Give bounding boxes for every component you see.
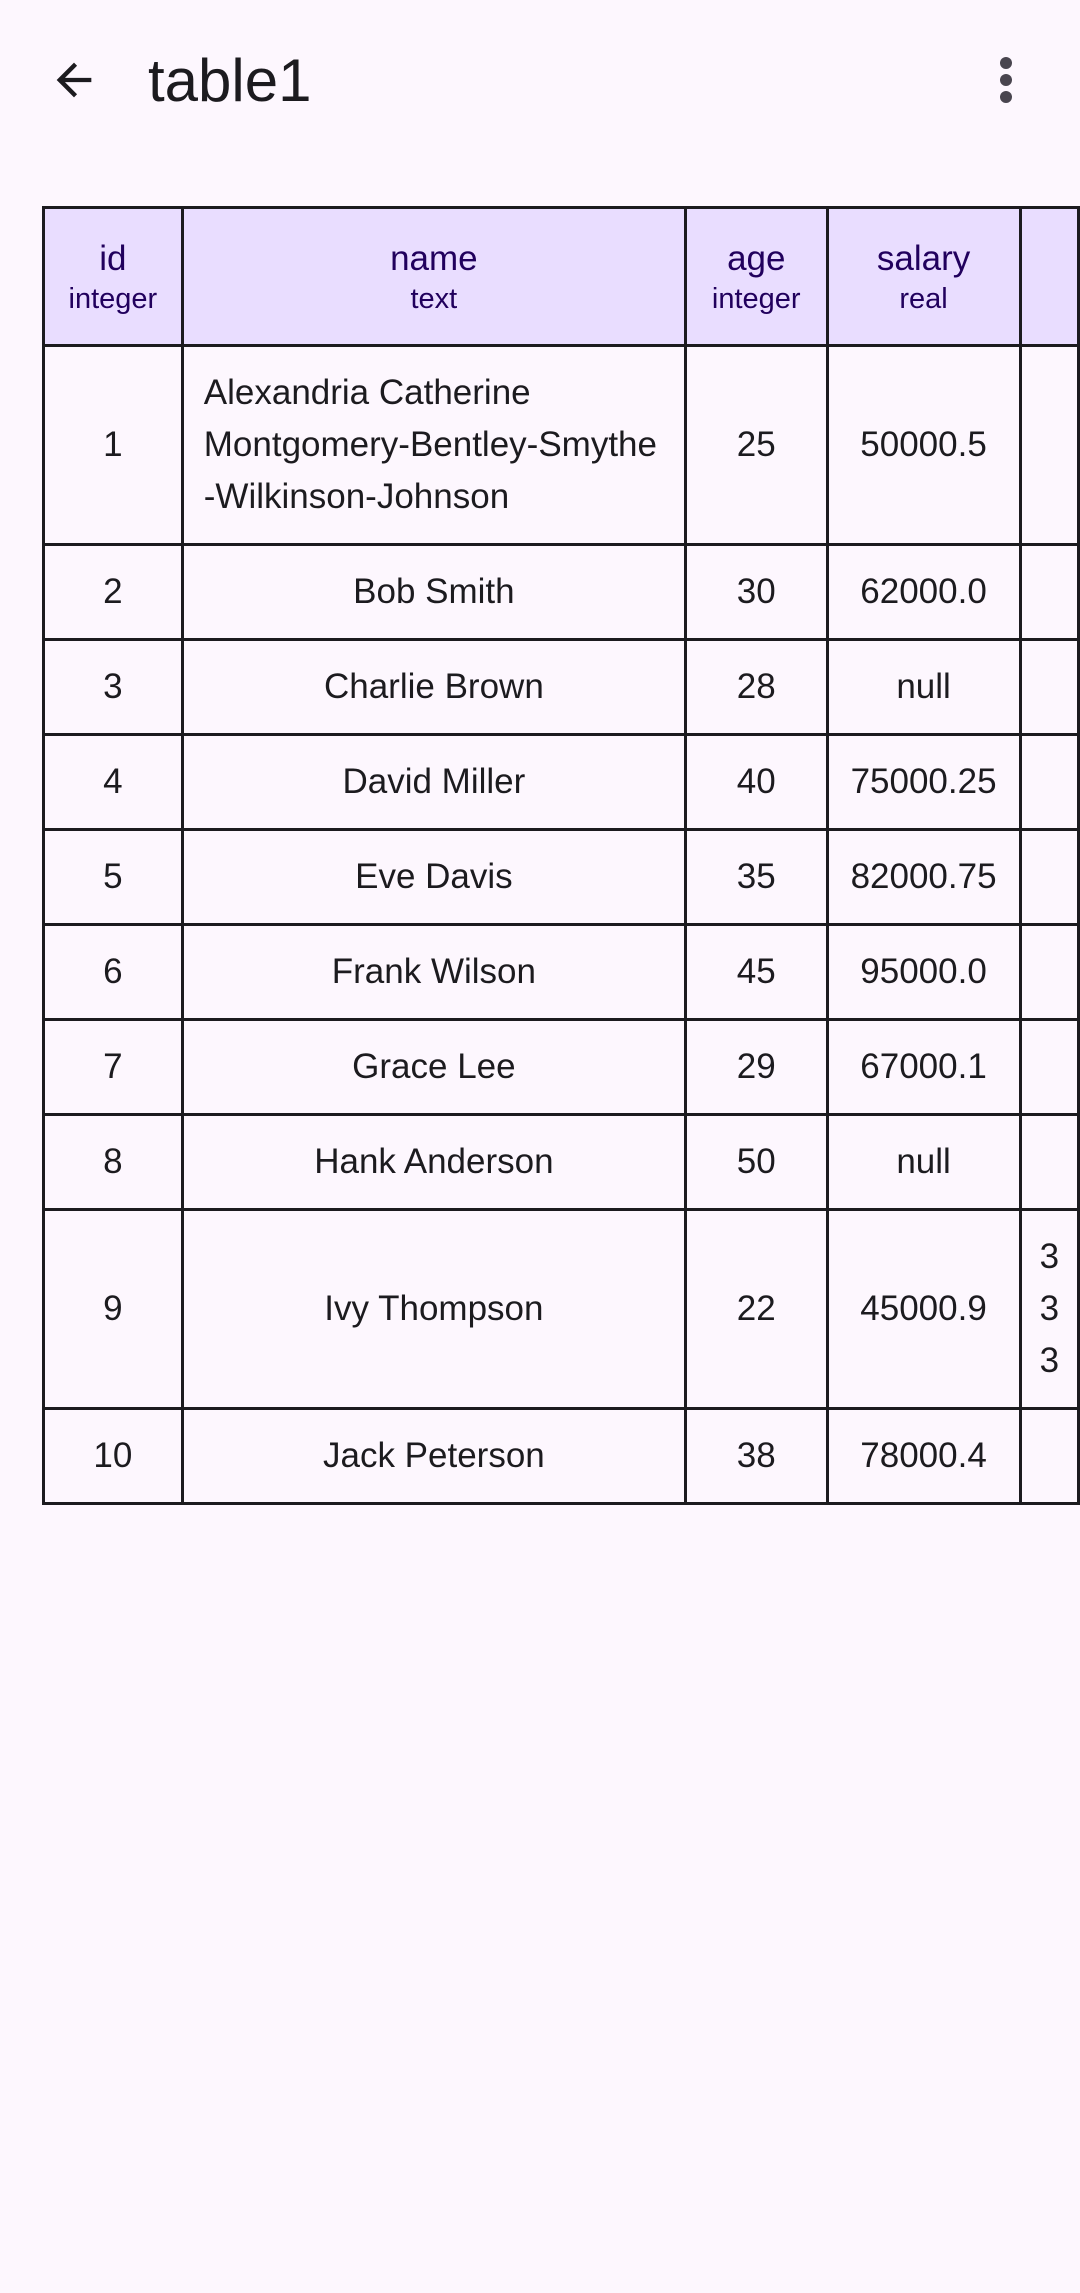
- back-button[interactable]: [36, 44, 112, 120]
- cell-partial[interactable]: [1020, 1210, 1078, 1409]
- cell-id[interactable]: 4: [44, 735, 183, 830]
- cell-id[interactable]: 2: [44, 545, 183, 640]
- column-type: text: [410, 282, 458, 315]
- cell-salary[interactable]: 95000.0: [827, 925, 1020, 1020]
- cell-age[interactable]: 30: [686, 545, 828, 640]
- cell-id[interactable]: 10: [44, 1409, 183, 1504]
- column-header-partial[interactable]: [1020, 208, 1078, 346]
- cell-salary[interactable]: 78000.4: [827, 1409, 1020, 1504]
- cell-age[interactable]: 28: [686, 640, 828, 735]
- column-name: name: [390, 238, 478, 278]
- cell-name[interactable]: [182, 346, 685, 545]
- column-header-id[interactable]: [44, 208, 183, 346]
- cell-id[interactable]: 9: [44, 1210, 183, 1409]
- table-scroll-area[interactable]: [0, 206, 1080, 1506]
- cell-name[interactable]: Grace Lee: [182, 1020, 685, 1115]
- cell-partial[interactable]: [1020, 1409, 1078, 1504]
- cell-age[interactable]: 25: [686, 346, 828, 545]
- cell-age[interactable]: 22: [686, 1210, 828, 1409]
- cell-age[interactable]: 40: [686, 735, 828, 830]
- header-row: [44, 208, 1079, 346]
- cell-name[interactable]: Ivy Thompson: [182, 1210, 685, 1409]
- cell-id[interactable]: 7: [44, 1020, 183, 1115]
- cell-salary[interactable]: null: [827, 640, 1020, 735]
- table-row[interactable]: [44, 1409, 1079, 1504]
- cell-salary[interactable]: 67000.1: [827, 1020, 1020, 1115]
- cell-name[interactable]: Hank Anderson: [182, 1115, 685, 1210]
- cell-partial[interactable]: [1020, 545, 1078, 640]
- cell-name-line: -Wilkinson-Johnson: [203, 477, 510, 516]
- cell-partial[interactable]: [1020, 735, 1078, 830]
- cell-partial-line: 3: [1039, 1289, 1060, 1328]
- data-table: [42, 206, 1080, 1505]
- cell-age[interactable]: 29: [686, 1020, 828, 1115]
- table-row[interactable]: [44, 1115, 1079, 1210]
- cell-salary[interactable]: 50000.5: [827, 346, 1020, 545]
- cell-id[interactable]: 8: [44, 1115, 183, 1210]
- cell-age[interactable]: 35: [686, 830, 828, 925]
- cell-salary[interactable]: null: [827, 1115, 1020, 1210]
- cell-name[interactable]: David Miller: [182, 735, 685, 830]
- column-type: integer: [711, 282, 801, 315]
- column-header-salary[interactable]: [827, 208, 1020, 346]
- app-bar: [0, 0, 1080, 162]
- table-row[interactable]: [44, 545, 1079, 640]
- column-header-age[interactable]: [686, 208, 828, 346]
- cell-name[interactable]: Eve Davis: [182, 830, 685, 925]
- cell-name[interactable]: Bob Smith: [182, 545, 685, 640]
- column-name: id: [99, 238, 127, 278]
- cell-age[interactable]: 45: [686, 925, 828, 1020]
- table-row[interactable]: [44, 346, 1079, 545]
- cell-partial[interactable]: [1020, 346, 1078, 545]
- more-vert-icon: [999, 56, 1013, 109]
- cell-partial[interactable]: [1020, 640, 1078, 735]
- cell-id[interactable]: 1: [44, 346, 183, 545]
- column-type: real: [899, 282, 948, 315]
- column-type: integer: [68, 282, 158, 315]
- cell-partial-line: 3: [1039, 1341, 1060, 1380]
- cell-salary[interactable]: 62000.0: [827, 545, 1020, 640]
- table-row[interactable]: [44, 640, 1079, 735]
- more-options-button[interactable]: [968, 44, 1044, 120]
- column-name: salary: [876, 238, 971, 278]
- cell-id[interactable]: 5: [44, 830, 183, 925]
- cell-partial[interactable]: [1020, 830, 1078, 925]
- cell-name[interactable]: Frank Wilson: [182, 925, 685, 1020]
- cell-id[interactable]: 3: [44, 640, 183, 735]
- cell-partial-line: 3: [1039, 1237, 1060, 1276]
- table-row[interactable]: [44, 925, 1079, 1020]
- table-row[interactable]: [44, 1210, 1079, 1409]
- cell-name[interactable]: Charlie Brown: [182, 640, 685, 735]
- cell-name[interactable]: Jack Peterson: [182, 1409, 685, 1504]
- column-name: age: [727, 238, 786, 278]
- column-header-name[interactable]: [182, 208, 685, 346]
- cell-salary[interactable]: 45000.9: [827, 1210, 1020, 1409]
- cell-name-line: Alexandria Catherine: [203, 373, 531, 412]
- cell-age[interactable]: 38: [686, 1409, 828, 1504]
- cell-salary[interactable]: 82000.75: [827, 830, 1020, 925]
- cell-id[interactable]: 6: [44, 925, 183, 1020]
- table-row[interactable]: [44, 1020, 1079, 1115]
- page-title: table1: [148, 47, 312, 114]
- table-row[interactable]: [44, 735, 1079, 830]
- cell-salary[interactable]: 75000.25: [827, 735, 1020, 830]
- table-row[interactable]: [44, 830, 1079, 925]
- cell-partial[interactable]: [1020, 1020, 1078, 1115]
- cell-partial[interactable]: [1020, 925, 1078, 1020]
- cell-age[interactable]: 50: [686, 1115, 828, 1210]
- cell-partial[interactable]: [1020, 1115, 1078, 1210]
- arrow-back-icon: [48, 54, 100, 111]
- cell-name-line: Montgomery-Bentley-Smythe: [203, 425, 657, 464]
